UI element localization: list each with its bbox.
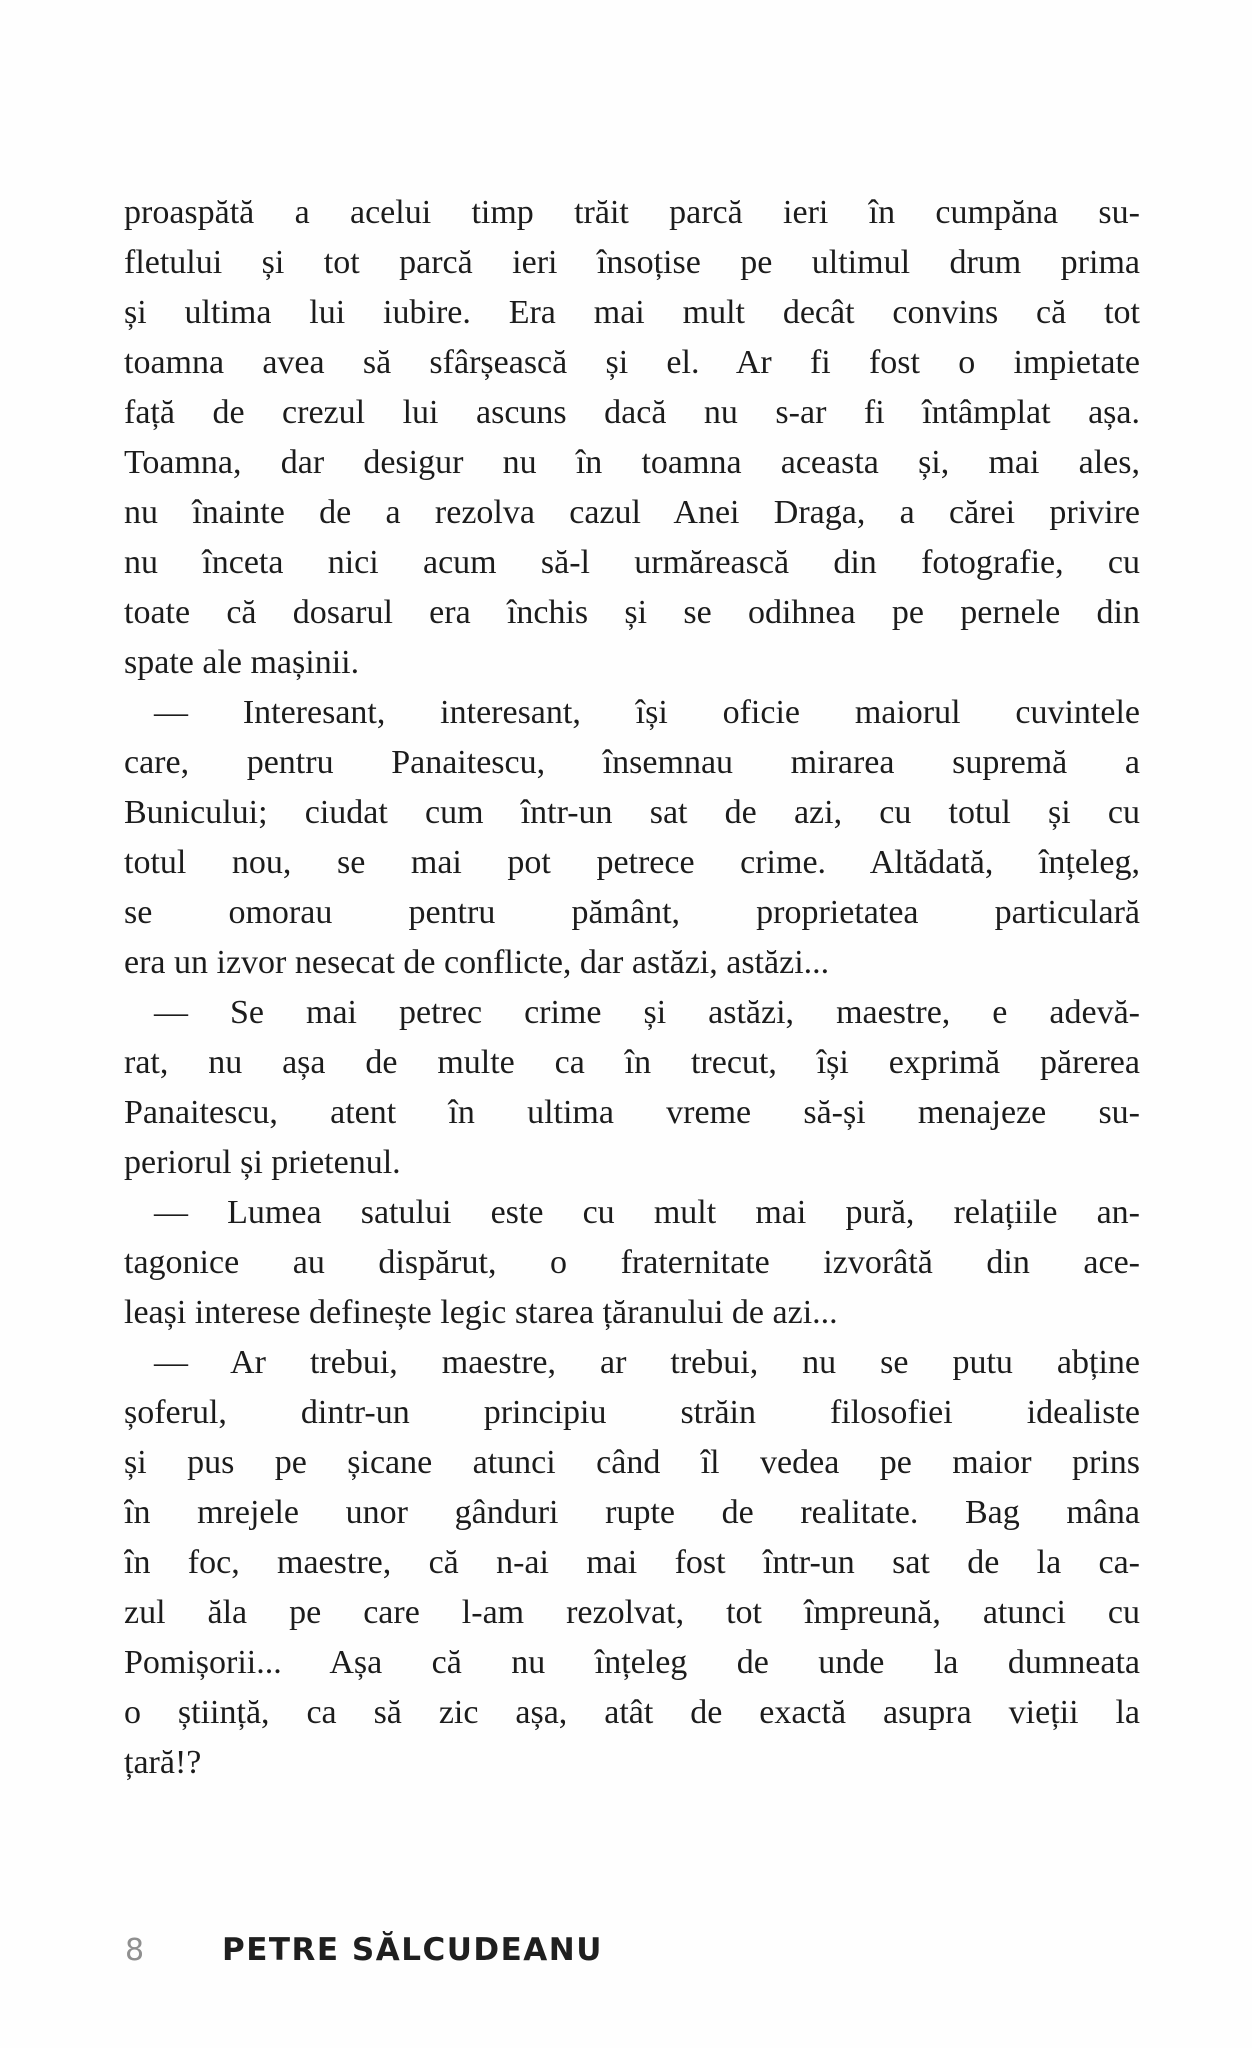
text-line: Bunicului; ciudat cum într-un sat de azi, cu totul și cu [124, 794, 1140, 831]
text-line: nu înceta nici acum să-l urmărească din fotografie, cu [124, 544, 1140, 581]
text-line: — Ar trebui, maestre, ar trebui, nu se putu abține [154, 1344, 1140, 1381]
text-line: față de crezul lui ascuns dacă nu s-ar fi întâmplat așa. [124, 394, 1140, 431]
text-line: era un izvor nesecat de conflicte, dar astăzi, astăzi... [124, 944, 830, 981]
text-line: Panaitescu, atent în ultima vreme să-și menajeze su- [124, 1094, 1140, 1131]
text-line: care, pentru Panaitescu, însemnau mirarea supremă a [124, 744, 1140, 781]
text-line: totul nou, se mai pot petrece crime. Altădată, înțeleg, [124, 844, 1140, 881]
text-line: leași interese definește legic starea țăranului de azi... [124, 1294, 838, 1331]
text-line: toamna avea să sfârșească și el. Ar fi fost o impietate [124, 344, 1140, 381]
text-line: șoferul, dintr-un principiu străin filosofiei idealiste [124, 1394, 1140, 1431]
text-line: și pus pe șicane atunci când îl vedea pe maior prins [124, 1444, 1140, 1481]
text-line: — Lumea satului este cu mult mai pură, relațiile an- [154, 1194, 1140, 1231]
text-line: și ultima lui iubire. Era mai mult decât convins că tot [124, 294, 1140, 331]
text-line: în mrejele unor gânduri rupte de realitate. Bag mâna [124, 1494, 1140, 1531]
page-number: 8 [125, 1933, 145, 1968]
text-line: zul ăla pe care l-am rezolvat, tot împreună, atunci cu [124, 1594, 1140, 1631]
text-line: — Se mai petrec crime și astăzi, maestre, e adevă- [154, 994, 1140, 1031]
text-line: spate ale mașinii. [124, 644, 360, 681]
text-line: rat, nu așa de multe ca în trecut, își exprimă părerea [124, 1044, 1140, 1081]
text-line: periorul și prietenul. [124, 1144, 401, 1181]
text-line: tagonice au dispărut, o fraternitate izvorâtă din ace- [124, 1244, 1140, 1281]
text-line: o știință, ca să zic așa, atât de exactă asupra vieții la [124, 1694, 1140, 1731]
text-line: fletului și tot parcă ieri însoțise pe ultimul drum prima [124, 244, 1140, 281]
page-footer [125, 1932, 1141, 1968]
page-text [124, 188, 1140, 1788]
text-line: se omorau pentru pământ, proprietatea particulară [124, 894, 1140, 931]
text-line: Pomișorii... Așa că nu înțeleg de unde la dumneata [124, 1644, 1140, 1681]
text-line: toate că dosarul era închis și se odihnea pe pernele din [124, 594, 1140, 631]
text-line: în foc, maestre, că n-ai mai fost într-un sat de la ca- [124, 1544, 1140, 1581]
text-line: Toamna, dar desigur nu în toamna aceasta și, mai ales, [124, 444, 1140, 481]
text-line: proaspătă a acelui timp trăit parcă ieri în cumpăna su- [124, 194, 1140, 231]
author-name: PETRE SĂLCUDEANU [222, 1932, 603, 1968]
text-line: nu înainte de a rezolva cazul Anei Draga, a cărei privire [124, 494, 1140, 531]
text-line: — Interesant, interesant, își oficie maiorul cuvintele [154, 694, 1140, 731]
text-line: țară!? [124, 1744, 202, 1781]
